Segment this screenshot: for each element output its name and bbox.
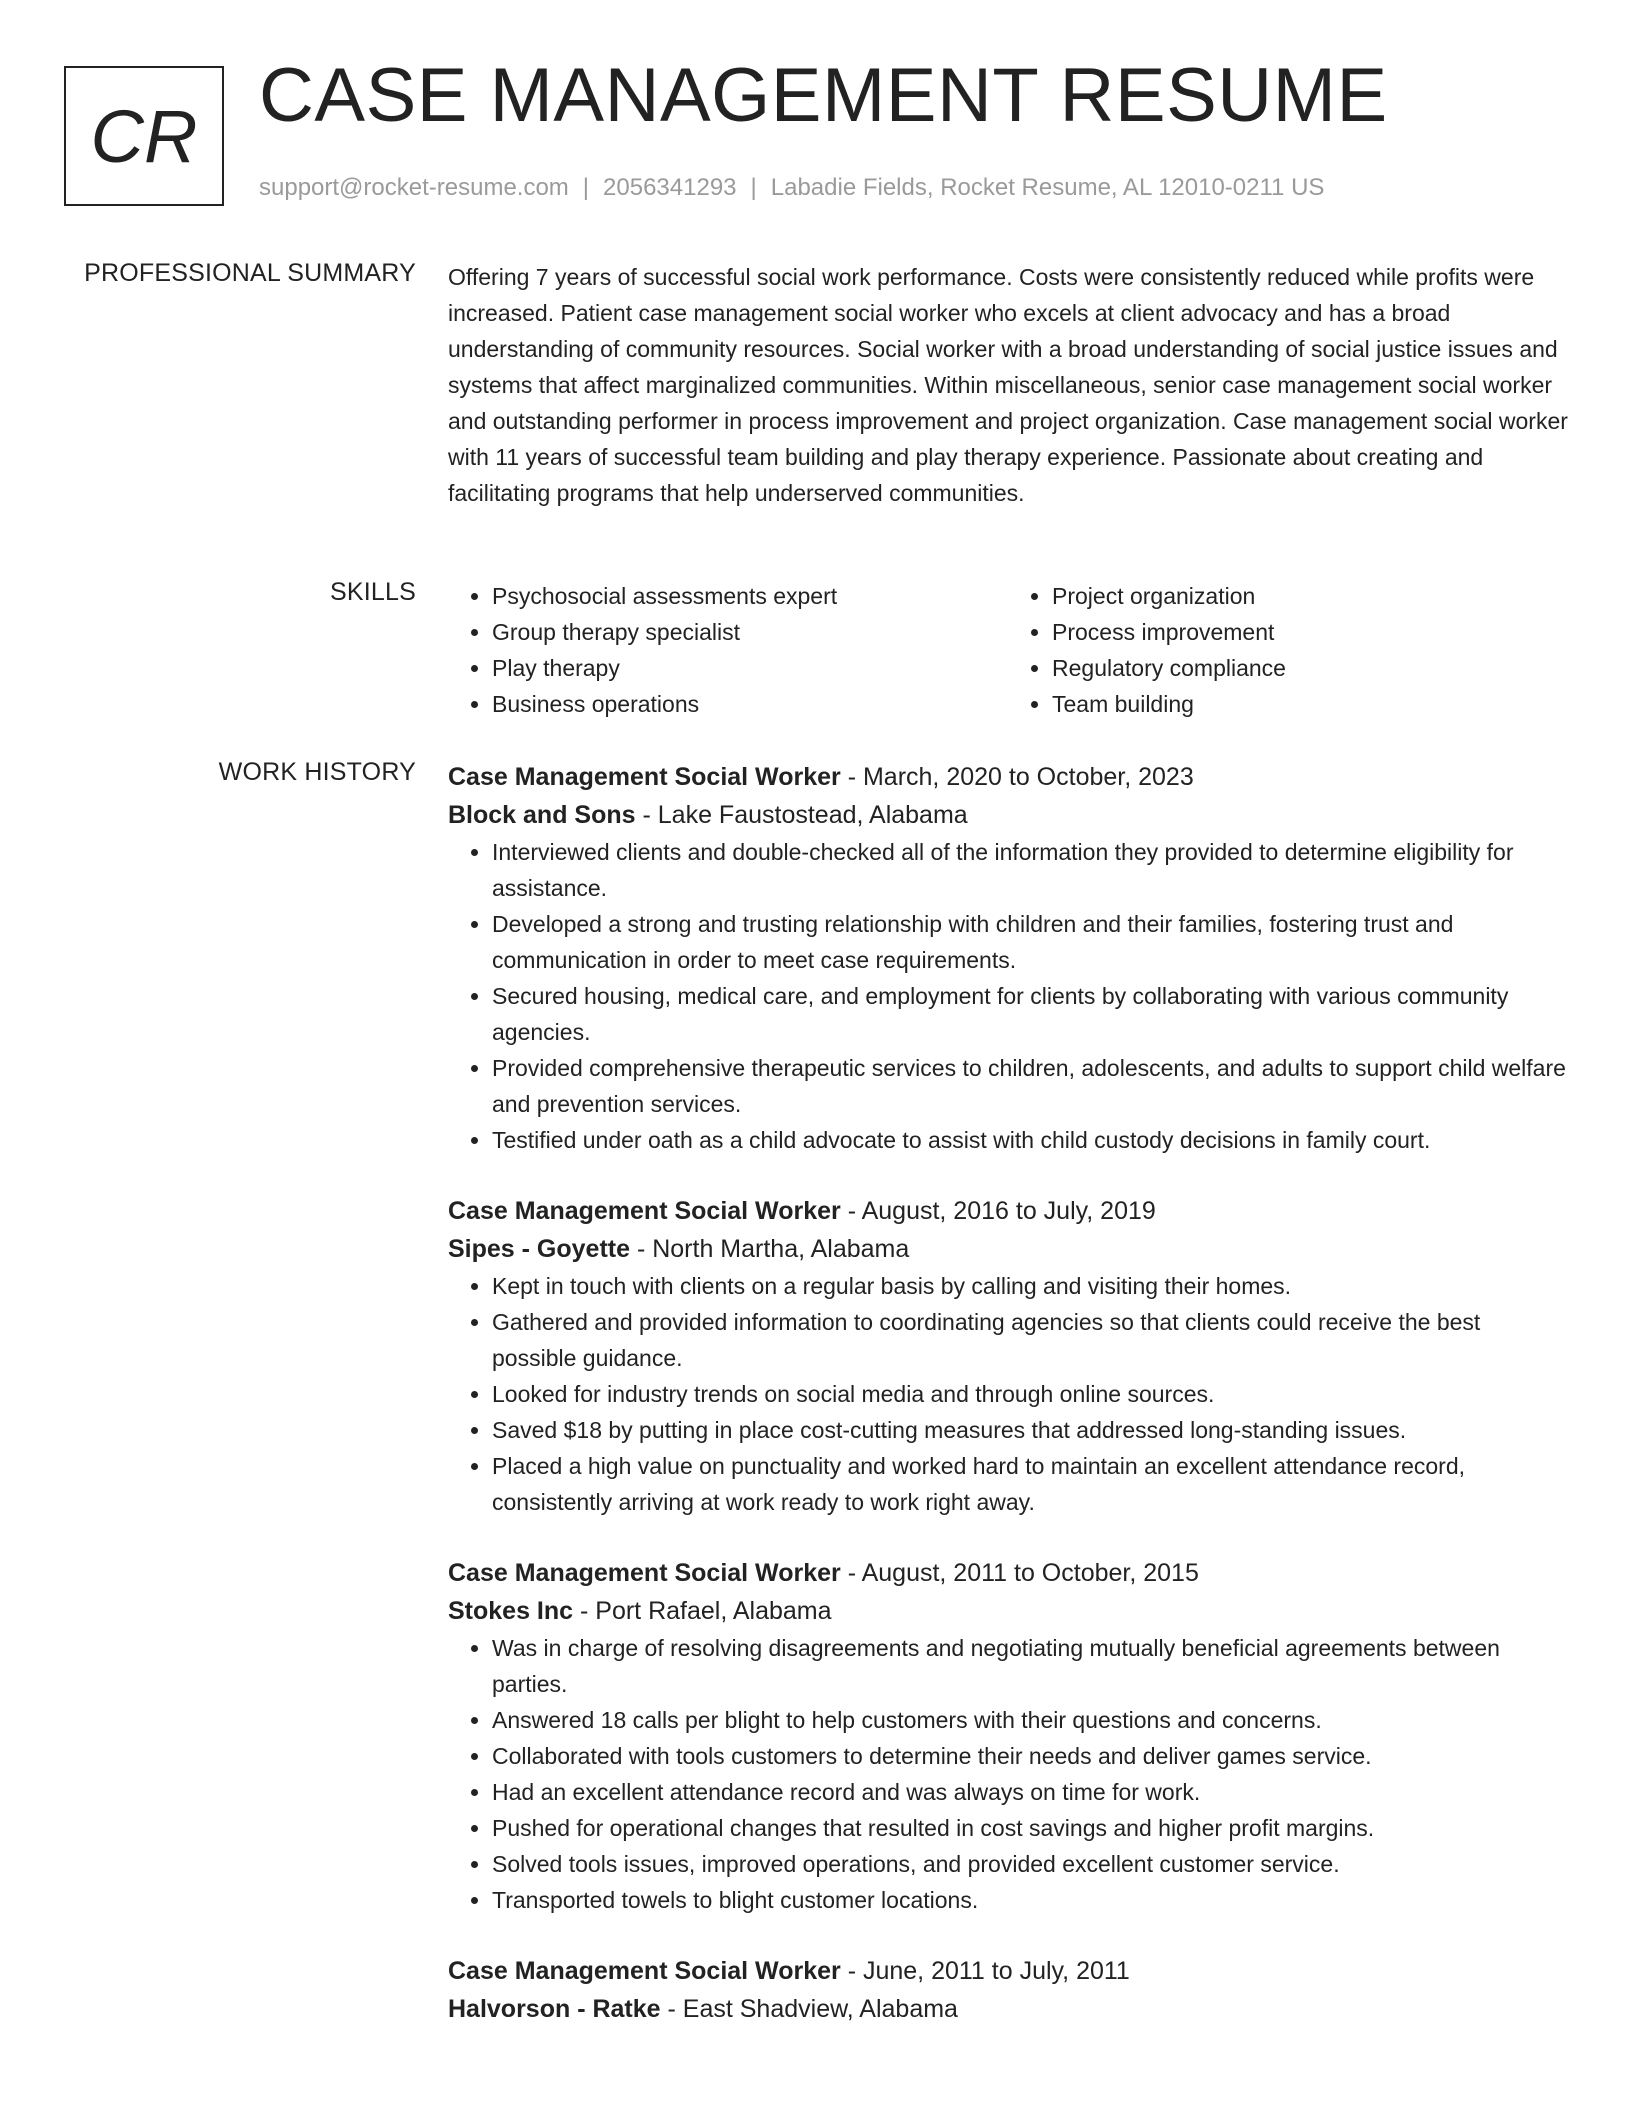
job-entry (448, 1192, 1568, 1520)
job-bullet: • Pushed for operational changes that resulted in cost savings and higher profit margins. (492, 1810, 1568, 1846)
contact-phone: 2056341293 (603, 174, 737, 201)
contact-address: Labadie Fields, Rocket Resume, AL 12010-0211 US (770, 174, 1325, 201)
skill-item: • Business operations (492, 686, 1008, 722)
job-title-line (448, 1554, 1568, 1592)
monogram-logo: CR (64, 66, 224, 206)
skills-list-right (1008, 578, 1568, 722)
job-company-line (448, 796, 1568, 834)
job-entry (448, 1952, 1568, 2028)
job-entry (448, 1554, 1568, 1918)
job-company-line (448, 1990, 1568, 2028)
job-bullets (448, 1630, 1568, 1918)
skills-list-left (448, 578, 1008, 722)
job-bullet: • Saved $18 by putting in place cost-cutting measures that addressed long-standing issues. (492, 1412, 1568, 1448)
contact-email: support@rocket-resume.com (259, 174, 569, 201)
job-title: Case Management Social Worker (448, 1957, 841, 1985)
job-bullet: • Collaborated with tools customers to determine their needs and deliver games service. (492, 1738, 1568, 1774)
job-title: Case Management Social Worker (448, 1197, 841, 1225)
page-title: CASE MANAGEMENT RESUME (259, 53, 1388, 138)
skills-body (448, 578, 1568, 722)
skill-item: • Team building (1052, 686, 1568, 722)
job-title: Case Management Social Worker (448, 1559, 841, 1587)
contact-separator: | (750, 174, 757, 201)
job-bullet: • Was in charge of resolving disagreements and negotiating mutually beneficial agreements between parties. (492, 1630, 1568, 1702)
job-location: - North Martha, Alabama (630, 1235, 910, 1263)
job-location: - Lake Faustostead, Alabama (635, 801, 968, 829)
contact-line (259, 174, 1324, 202)
job-bullet: • Solved tools issues, improved operations, and provided excellent customer service. (492, 1846, 1568, 1882)
job-bullet: • Interviewed clients and double-checked all of the information they provided to determine eligibility for assistance. (492, 834, 1568, 906)
job-company: Stokes Inc (448, 1597, 574, 1625)
job-bullet: • Looked for industry trends on social media and through online sources. (492, 1376, 1568, 1412)
job-bullets (448, 834, 1568, 1158)
job-bullets (448, 1268, 1568, 1520)
skill-item: • Psychosocial assessments expert (492, 578, 1008, 614)
job-title-line (448, 758, 1568, 796)
job-bullet: • Gathered and provided information to coordinating agencies so that clients could receive the best possible guidance. (492, 1304, 1568, 1376)
job-title: Case Management Social Worker (448, 763, 841, 791)
summary-text: Offering 7 years of successful social work performance. Costs were consistently reduced while profits were increased. Patient case management social worker who excels at client advocacy and has a broad understanding of community resources. Social worker with a broad understanding of social justice issues and systems that affect marginalized communities. Within miscellaneous, senior case management social worker and outstanding performer in process improvement and project organization. Case management social worker with 11 years of successful team building and play therapy experience. Passionate about creating and facilitating programs that help underserved communities. (448, 264, 1568, 506)
skill-item: • Project organization (1052, 578, 1568, 614)
job-title-line (448, 1952, 1568, 1990)
contact-separator: | (582, 174, 590, 201)
job-bullet: • Transported towels to blight customer locations. (492, 1882, 1568, 1918)
job-dates: - March, 2020 to October, 2023 (840, 763, 1194, 791)
job-bullet: • Answered 18 calls per blight to help customers with their questions and concerns. (492, 1702, 1568, 1738)
skill-item: • Regulatory compliance (1052, 650, 1568, 686)
job-bullet: • Developed a strong and trusting relationship with children and their families, fostering trust and communication in order to meet case requirements. (492, 906, 1568, 978)
job-bullet: • Placed a high value on punctuality and worked hard to maintain an excellent attendance record, consistently arriving at work ready to work right away. (492, 1448, 1568, 1520)
job-company-line (448, 1230, 1568, 1268)
job-company: Block and Sons (448, 801, 636, 829)
job-company: Halvorson - Ratke (448, 1995, 661, 2023)
job-location: - Port Rafael, Alabama (573, 1597, 832, 1625)
skills-label: SKILLS (330, 578, 416, 606)
work-history-label: WORK HISTORY (218, 758, 416, 786)
job-location: - East Shadview, Alabama (660, 1995, 958, 2023)
job-dates: - August, 2011 to October, 2015 (840, 1559, 1199, 1587)
skill-item: • Group therapy specialist (492, 614, 1008, 650)
work-history-body (448, 758, 1568, 2062)
job-dates: - June, 2011 to July, 2011 (840, 1957, 1130, 1985)
skill-item: • Process improvement (1052, 614, 1568, 650)
job-company-line (448, 1592, 1568, 1630)
job-title-line (448, 1192, 1568, 1230)
job-entry (448, 758, 1568, 1158)
job-company: Sipes - Goyette (448, 1235, 630, 1263)
summary-label: PROFESSIONAL SUMMARY (84, 259, 416, 287)
job-dates: - August, 2016 to July, 2019 (840, 1197, 1156, 1225)
job-bullet: • Had an excellent attendance record and was always on time for work. (492, 1774, 1568, 1810)
job-bullet: • Kept in touch with clients on a regular basis by calling and visiting their homes. (492, 1268, 1568, 1304)
summary-body (448, 259, 1568, 511)
job-bullet: • Provided comprehensive therapeutic services to children, adolescents, and adults to support child welfare and prevention services. (492, 1050, 1568, 1122)
skill-item: • Play therapy (492, 650, 1008, 686)
job-bullet: • Secured housing, medical care, and employment for clients by collaborating with various community agencies. (492, 978, 1568, 1050)
job-bullet: • Testified under oath as a child advocate to assist with child custody decisions in family court. (492, 1122, 1568, 1158)
